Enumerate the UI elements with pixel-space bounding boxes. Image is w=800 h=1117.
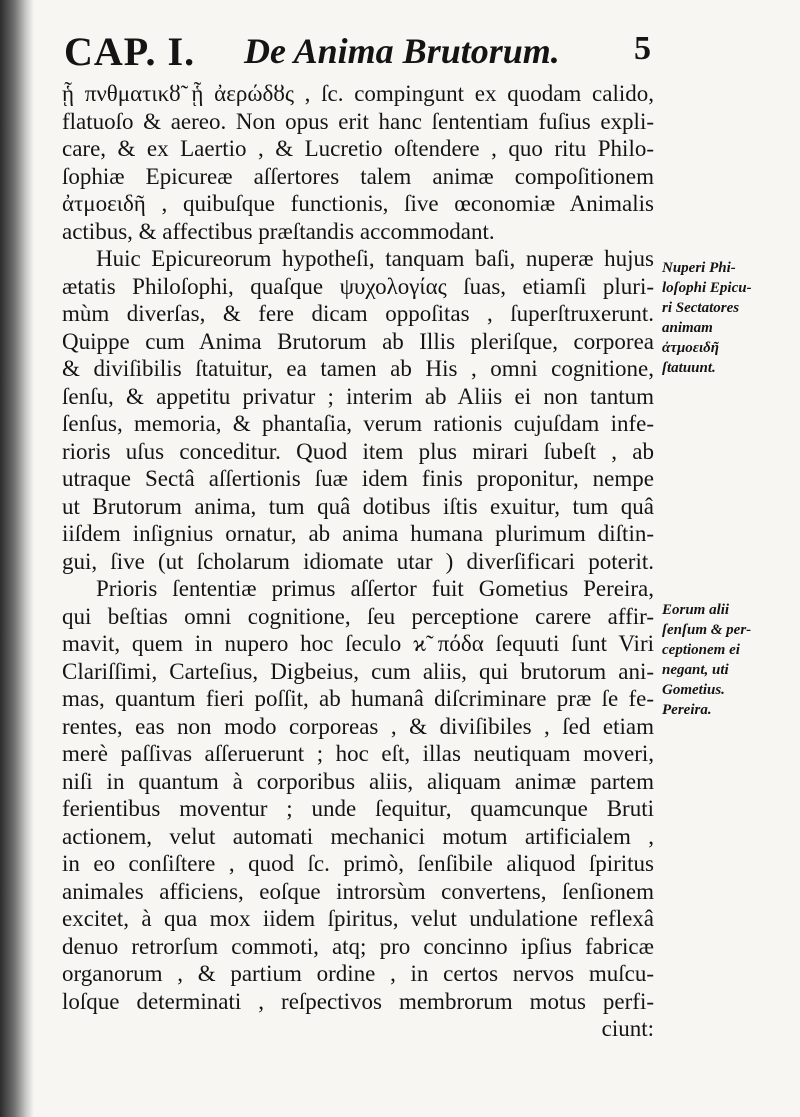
margin-note-pereira <box>662 600 790 720</box>
text-line: ferientibus moventur ; unde ſequitur, quamcunque Bruti <box>62 796 654 821</box>
margin-note-line: loſophi Epicu- <box>662 280 752 296</box>
margin-note-line: negant, uti <box>662 662 729 678</box>
running-head <box>64 26 664 72</box>
text-line: rentes, eas non modo corporeas , & diviſibiles , ſed etiam <box>62 713 654 739</box>
text-line: utraque Sectâ aſſertionis ſuæ idem finis proponitur, nempe <box>62 466 654 491</box>
text-line: ἀτμοειδῆ , quibuſque functionis, ſive œconomiæ Animalis <box>62 191 654 216</box>
text-line: loſque determinati , reſpectivos membrorum motus perfi- <box>62 988 654 1014</box>
margin-note-line: ſenſum & per- <box>662 622 752 638</box>
text-line: niſi in quantum à corporibus aliis, aliquam animæ partem <box>62 768 654 794</box>
text-line: excitet, à qua mox iidem ſpiritus, velut undulatione reflexâ <box>62 906 654 931</box>
text-line: denuo retrorſum commoti, atq; pro concinno ipſius fabricæ <box>62 933 654 959</box>
text-line: actibus, & affectibus præſtandis accommodant. <box>62 218 495 244</box>
text-line: ætatis Philoſophi, quaſque ψυχολογίας ſuas, etiamſi pluri- <box>62 273 654 299</box>
text-line: Huic Epicureorum hypotheſi, tanquam baſi, nuperæ hujus <box>96 246 654 271</box>
catchword: ciunt: <box>601 1016 654 1041</box>
text-line: Prioris ſententiæ primus aſſertor fuit Gometius Pereira, <box>96 576 654 601</box>
text-line: iiſdem inſignius ornatur, ab anima humana plurimum diſtin- <box>62 521 654 546</box>
text-line: Quippe cum Anima Brutorum ab Illis pleriſque, corporea <box>62 328 654 354</box>
text-line: ſenſu, & appetitu privatur ; interim ab Aliis ei non tantum <box>62 383 654 409</box>
text-line: merè paſſivas aſſeruerunt ; hoc eſt, illas neutiquam moveri, <box>62 741 654 766</box>
margin-note-line: ἀτμοειδῆ <box>662 340 720 356</box>
text-line: organorum , & partium ordine , in certos nervos muſcu- <box>62 961 654 986</box>
text-line: gui, ſive (ut ſcholarum idiomate utar ) diverſificari poterit. <box>62 548 654 574</box>
text-line: actionem, velut automati mechanici motum artificialem , <box>62 823 654 849</box>
text-line: rioris uſus conceditur. Quod item plus mirari ſubeſt , ab <box>62 438 654 464</box>
text-line: & diviſibilis ſtatuitur, ea tamen ab His , omni cognitione, <box>62 356 654 381</box>
margin-note-line: ri Sectatores <box>662 300 740 316</box>
text-line: ſenſus, memoria, & phantaſia, verum rationis cujuſdam infe- <box>62 411 654 436</box>
running-title: De Anima Brutorum. <box>244 31 560 71</box>
margin-note-line: animam <box>662 320 713 336</box>
margin-note-line: Pereira. <box>662 702 712 718</box>
text-line: qui beſtias omni cognitione, ſeu perceptione carere affir- <box>62 603 654 629</box>
chapter-label: CAP. I. <box>64 29 196 74</box>
text-line: flatuoſo & aereo. Non opus erit hanc ſententiam fuſius expli- <box>62 108 654 134</box>
text-line: ſophiæ Epicureæ aſſertores talem animæ compoſitionem <box>62 163 654 189</box>
text-line: ut Brutorum anima, tum quâ dotibus iſtis exuitur, tum quâ <box>62 493 654 519</box>
text-line: ᾗ πνθματικȣ̃ ᾗ ἀερώδȣς , ſc. compingunt ex quodam calido, <box>62 81 654 106</box>
text-line: Clariſſimi, Carteſius, Digbeius, cum aliis, qui brutorum ani- <box>62 658 654 684</box>
text-line: animales afficiens, eoſque introrsùm convertens, ſenſionem <box>62 878 654 904</box>
margin-note-line: ſtatuunt. <box>662 360 716 376</box>
margin-note-line: ceptionem ei <box>662 642 740 658</box>
text-line: mùm diverſas, & fere dicam oppoſitas , ſuperſtruxerunt. <box>62 301 654 326</box>
text-line: care, & ex Laertio , & Lucretio oſtendere , quo ritu Philo- <box>62 136 654 161</box>
margin-note-epicurean <box>662 258 790 378</box>
page-number: 5 <box>634 30 651 67</box>
margin-note-line: Gometius. <box>662 682 725 698</box>
margin-note-line: Eorum alii <box>662 602 730 618</box>
text-line: in eo conſiſtere , quod ſc. primò, ſenſibile aliquod ſpiritus <box>62 851 654 876</box>
text-line: mavit, quem in nupero hoc ſeculo ϰ̃ πόδα ſequuti ſunt Viri <box>62 631 654 656</box>
body-text <box>62 80 654 1043</box>
text-line: mas, quantum fieri poſſit, ab humanâ diſcriminare præ ſe fe- <box>62 686 654 711</box>
page-gutter-shadow <box>0 0 34 1117</box>
margin-note-line: Nuperi Phi- <box>662 260 736 276</box>
